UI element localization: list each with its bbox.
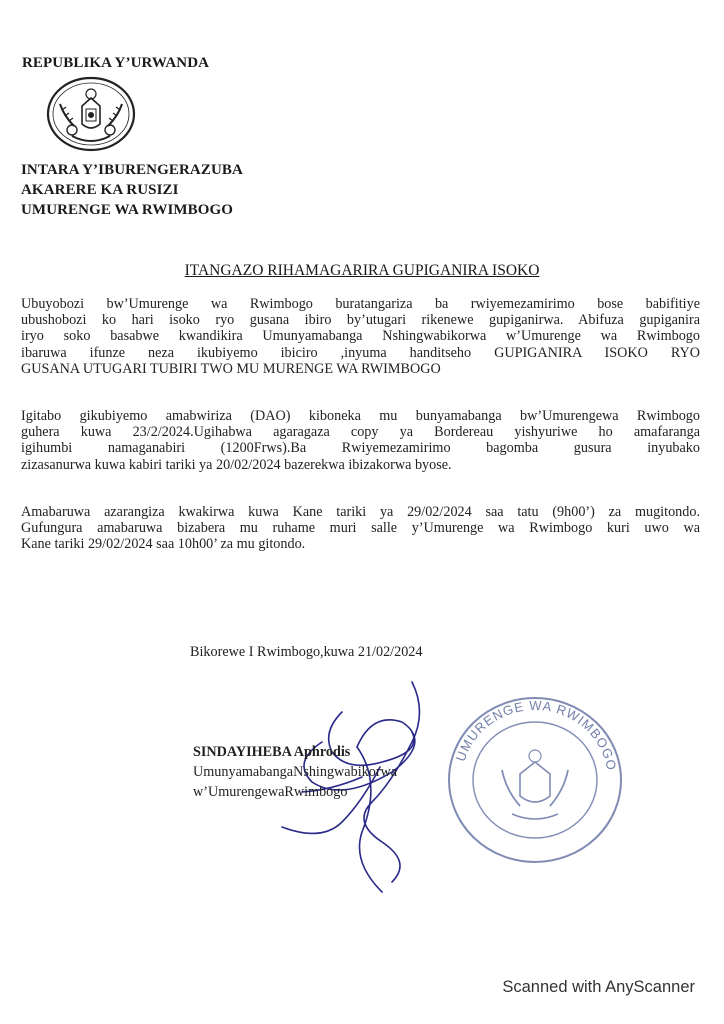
paragraph-line: zizasanurwa kuwa kabiri tariki ya 20/02/2024 bazerekwa ibizakorwa byose. [21, 456, 452, 473]
paragraph-line: iryo soko basabwe kwandikira Umunyamabanga Nshingwabikorwa w’Umurenge wa Rwimbogo [21, 328, 700, 345]
sector-heading: UMURENGE WA RWIMBOGO [21, 202, 234, 218]
paragraph-3 [21, 504, 700, 553]
paragraph-line: Kane tariki 29/02/2024 saa 10h00’ za mu gitondo. [21, 536, 306, 553]
paragraph-line: GUSANA UTUGARI TUBIRI TWO MU MURENGE WA RWIMBOGO [21, 360, 441, 377]
republic-heading: REPUBLIKA Y’URWANDA [22, 55, 210, 71]
paragraph-line: ibaruwa ifunze neza ikubiyemo ibiciro ,inyuma handitseho GUPIGANIRA ISOKO RYO [21, 344, 700, 361]
province-heading: INTARA Y’IBURENGERAZUBA [21, 162, 243, 178]
paragraph-line: ubushobozi ko hari isoko ryo gusana ibiro by’utugari rikenewe gupiganirwa. Abifuza gupiganira [21, 312, 700, 329]
paragraph-line: Amabaruwa azarangiza kwakirwa kuwa Kane tariki ya 29/02/2024 saa tatu (9h00’) za mugitondo. [21, 504, 700, 520]
place-date: Bikorewe I Rwimbogo,kuwa 21/02/2024 [190, 644, 423, 660]
paragraph-line: Gufungura amabaruwa bizabera mu ruhame muri salle y’Umurenge wa Rwimbogo kuri uwo wa [21, 520, 700, 537]
paragraph-line: igihumbi namaganabiri (1200Frws).Ba Rwiyemezamirimo bagomba gusura inyubako [21, 440, 700, 457]
official-stamp [440, 690, 630, 868]
stamp-text: UMURENGE WA RWIMBOGO [452, 697, 620, 773]
district-heading: AKARERE KA RUSIZI [21, 182, 179, 198]
rwanda-emblem-icon [46, 76, 136, 152]
paragraph-line: Igitabo gikubiyemo amabwiriza (DAO) kiboneka mu bunyamabanga bw’Umurengewa Rwimbogo [21, 408, 700, 424]
paragraph-line: guhera kuwa 23/2/2024.Ugihabwa agaragaza copy ya Bordereau yishyuriwe ho amafaranga [21, 424, 700, 441]
announcement-title: ITANGAZO RIHAMAGARIRA GUPIGANIRA ISOKO [184, 262, 540, 279]
signatory-unit: w’UmurengewaRwimbogo [193, 784, 348, 800]
signatory-name: SINDAYIHEBA Aphrodis [193, 744, 351, 760]
scanner-watermark: Scanned with AnyScanner [502, 978, 695, 996]
paragraph-line: Ubuyobozi bw’Umurenge wa Rwimbogo buratangariza ba rwiyemezamirimo bose babifitiye [21, 296, 700, 312]
paragraph-2 [21, 408, 700, 473]
paragraph-1 [21, 296, 700, 377]
signatory-role: UmunyamabangaNshingwabikorwa [193, 764, 398, 780]
